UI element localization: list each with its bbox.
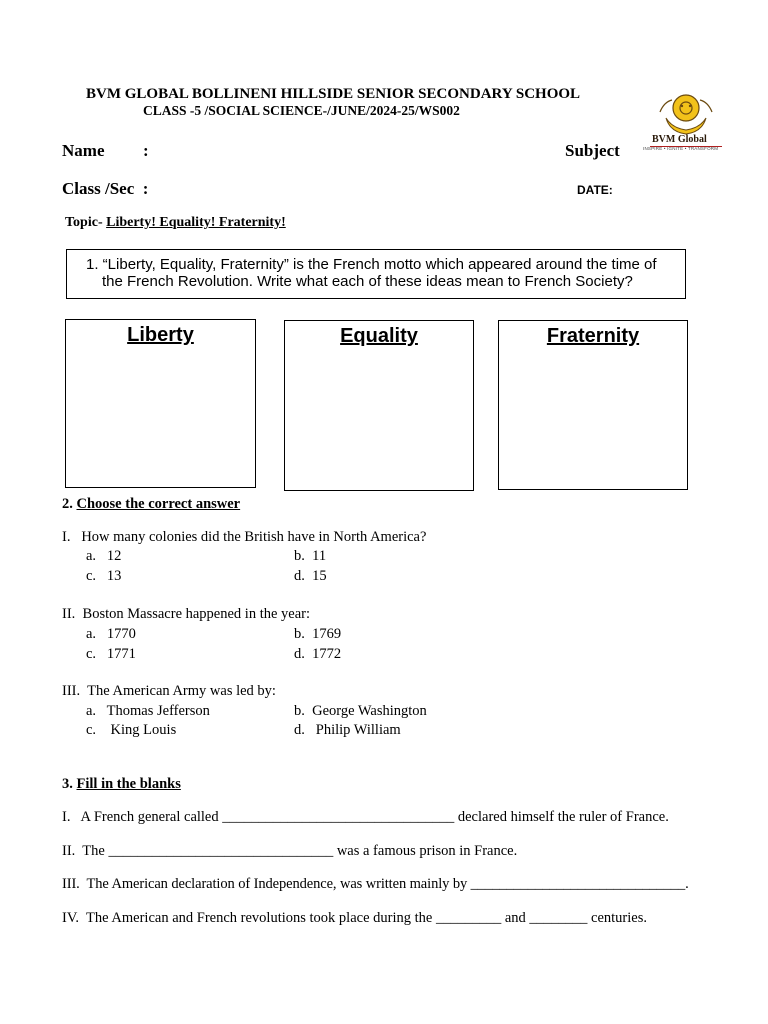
fill-blank-2[interactable]: II. The _______________________________ was a famous prison in France. [62, 843, 518, 859]
class-line: CLASS -5 /SOCIAL SCIENCE-/JUNE/2024-25/WS002 [143, 103, 460, 118]
mcq-1-option-a[interactable]: a. 12 [86, 548, 122, 564]
mcq-1-question: I. How many colonies did the British have in North America? [62, 529, 427, 545]
fill-blank-3[interactable]: III. The American declaration of Independence, was written mainly by ______________________________. [62, 876, 689, 892]
topic-title: Liberty! Equality! Fraternity! [106, 215, 286, 230]
topic-line [65, 215, 286, 231]
mcq-2-question: II. Boston Massacre happened in the year: [62, 606, 311, 622]
topic-prefix: Topic- [65, 215, 107, 230]
date-label: DATE: [577, 183, 613, 197]
mcq-2-option-d[interactable]: d. 1772 [294, 646, 342, 662]
subject-label: Subject [565, 141, 620, 160]
equality-box-title: Equality [340, 325, 418, 347]
fill-blank-4[interactable]: IV. The American and French revolutions took place during the _________ and ________ centuries. [62, 910, 647, 926]
logo-text: BVM Global [652, 134, 707, 145]
liberty-answer-box[interactable] [65, 319, 256, 488]
section-2-number: 2. [62, 496, 73, 512]
mcq-1-option-d[interactable]: d. 15 [294, 568, 327, 584]
fraternity-answer-box[interactable] [498, 320, 688, 490]
section-3-heading [62, 776, 181, 793]
mcq-1-option-c[interactable]: c. 13 [86, 568, 122, 584]
school-name: BVM GLOBAL BOLLINENI HILLSIDE SENIOR SECONDARY SCHOOL [86, 86, 581, 102]
fraternity-box-title: Fraternity [546, 325, 640, 347]
logo-tagline: INSPIRE • IGNITE • TRANSFORM [643, 146, 719, 151]
mcq-2-option-c[interactable]: c. 1771 [86, 646, 136, 662]
section-2-title: Choose the correct answer [76, 496, 241, 512]
name-colon: : [143, 141, 149, 160]
mcq-1-option-b[interactable]: b. 11 [294, 548, 327, 564]
name-label: Name [62, 141, 105, 160]
mcq-3-option-b[interactable]: b. George Washington [294, 703, 427, 719]
section-2-heading [62, 496, 240, 513]
question-1-line-1: 1. “Liberty, Equality, Fraternity” is the French motto which appeared around the time of [86, 256, 657, 273]
mcq-3-question: III. The American Army was led by: [62, 683, 276, 699]
question-1-line-2: the French Revolution. Write what each of these ideas mean to French Society? [102, 273, 633, 290]
mcq-3-option-c[interactable]: c. King Louis [86, 722, 177, 738]
equality-answer-box[interactable] [284, 320, 474, 491]
liberty-box-title: Liberty [127, 324, 194, 346]
mcq-2-option-a[interactable]: a. 1770 [86, 626, 136, 642]
section-3-title: Fill in the blanks [76, 776, 181, 792]
mcq-3-option-a[interactable]: a. Thomas Jefferson [86, 703, 210, 719]
mcq-3-option-d[interactable]: d. Philip William [294, 722, 401, 738]
fill-blank-1[interactable]: I. A French general called ________________________________ declared himself the ruler of France. [62, 809, 669, 825]
mcq-2-option-b[interactable]: b. 1769 [294, 626, 342, 642]
section-3-number: 3. [62, 776, 73, 792]
class-sec-label: Class /Sec : [62, 179, 149, 198]
